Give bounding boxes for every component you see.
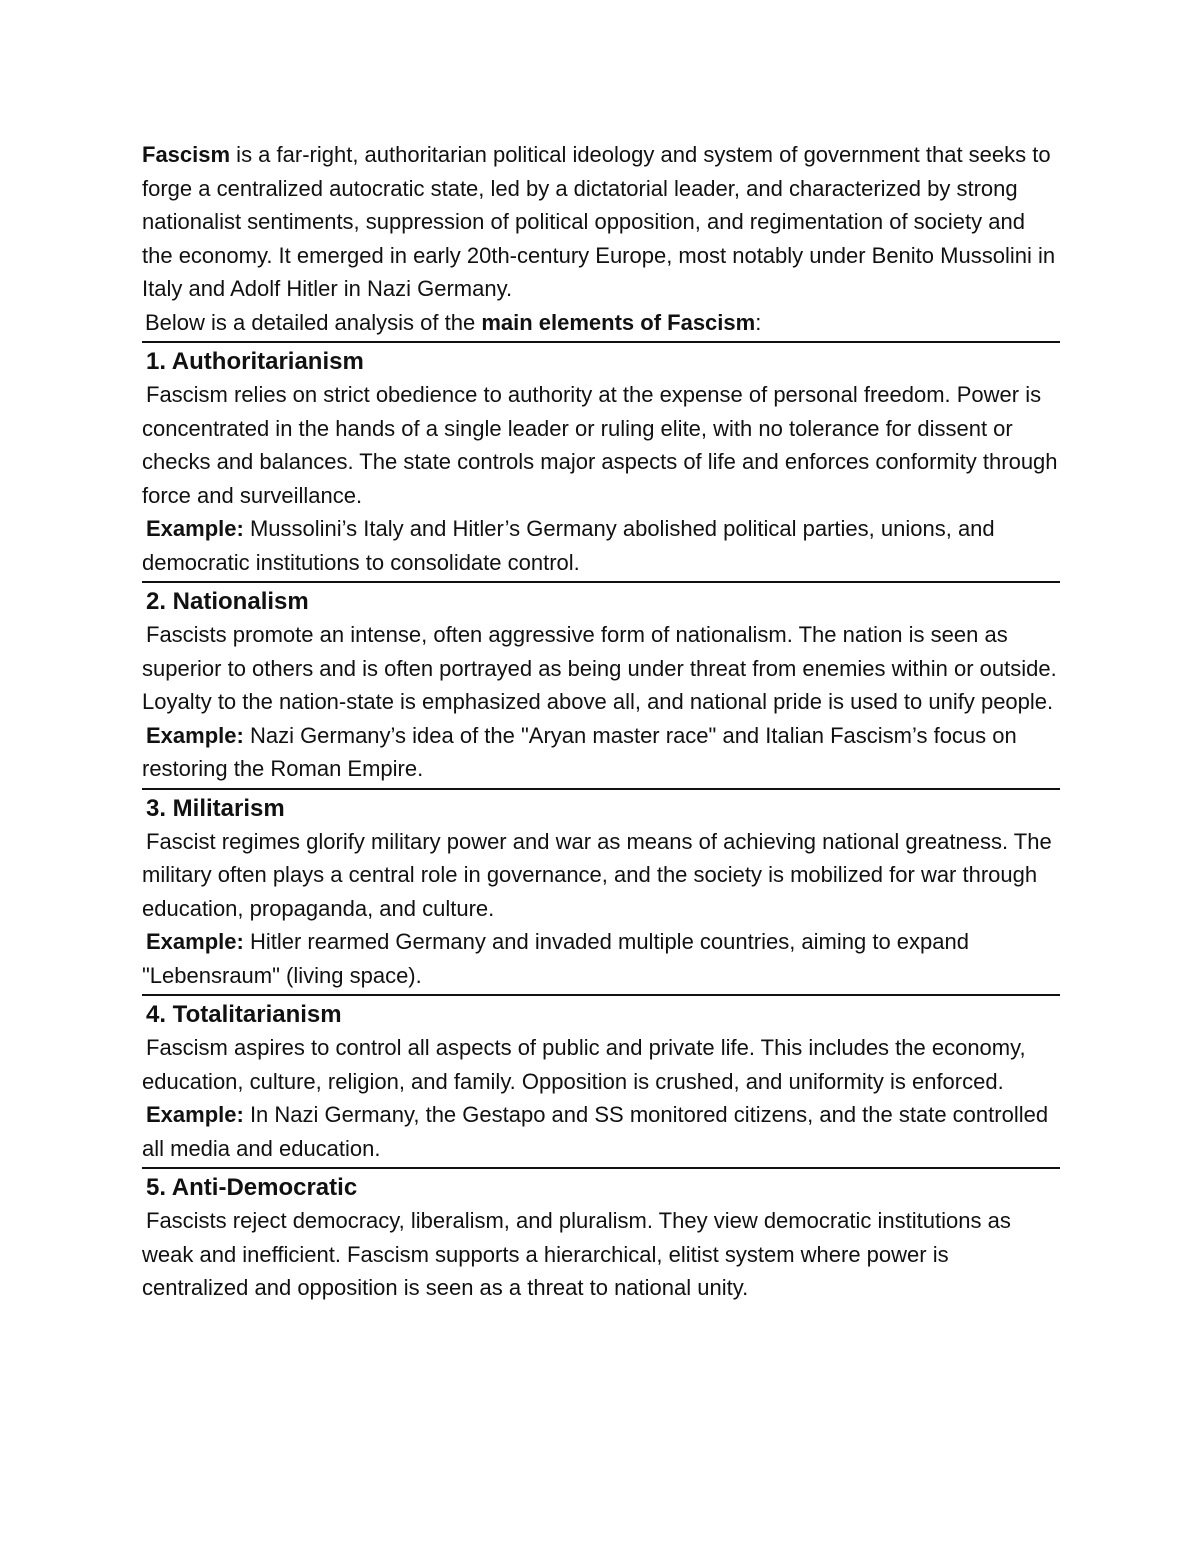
example-label: Example: (146, 722, 244, 748)
section-title: 4. Totalitarianism (146, 1001, 342, 1028)
intro-lead-bold: main elements of Fascism (481, 309, 756, 335)
section-body (142, 1031, 1060, 1098)
section-nationalism (142, 581, 1060, 786)
section-body-text: Fascist regimes glorify military power and war as means of achieving national greatness. The military often plays a central role in governance, and the society is mobilized for war through education, propaganda, and culture. (142, 828, 1052, 921)
example-label: Example: (146, 1102, 244, 1127)
intro-lead (145, 306, 1060, 340)
section-body (142, 618, 1060, 719)
intro-lead-text: Below is a detailed analysis of the (145, 309, 482, 335)
example-label: Example: (146, 516, 244, 541)
intro-definition: is a far-right, authoritarian political ideology and system of government that seeks to forge a centralized autocratic state, led by a dictatorial leader, and characterized by strong nationalist sentiments, suppression of political opposition, and regimentation of society and the economy. It emerged in early 20th-century Europe, most notably under Benito Mussolini in Italy and Adolf Hitler in Nazi Germany. (142, 142, 1056, 301)
section-authoritarianism (142, 341, 1060, 579)
section-title: 2. Nationalism (146, 588, 309, 615)
example-label: Example: (146, 929, 244, 954)
section-body (142, 1204, 1060, 1305)
section-example (142, 1098, 1060, 1165)
section-body-text: Fascism relies on strict obedience to authority at the expense of personal freedom. Power is concentrated in the hands of a single leader or ruling elite, with no tolerance for dissent or checks and balances. The state controls major aspects of life and enforces conformity through force and surveillance. (142, 382, 1058, 508)
section-example (142, 719, 1060, 786)
intro-lead-colon: : (755, 309, 762, 335)
section-body-text: Fascists reject democracy, liberalism, and pluralism. They view democratic institutions as weak and inefficient. Fascism supports a hierarchical, elitist system where power is centralized and opposition is seen as a threat to national unity. (142, 1208, 1011, 1300)
example-text: In Nazi Germany, the Gestapo and SS monitored citizens, and the state controlled all media and education. (142, 1102, 1049, 1161)
intro-paragraph (142, 138, 1060, 306)
example-text: Nazi Germany’s idea of the "Aryan master race" and Italian Fascism’s focus on restoring the Roman Empire. (142, 722, 1017, 781)
section-example (142, 512, 1060, 579)
section-body (142, 378, 1060, 512)
section-anti-democratic (142, 1167, 1060, 1305)
example-text: Mussolini’s Italy and Hitler’s Germany abolished political parties, unions, and democratic institutions to consolidate control. (142, 516, 995, 575)
section-example (142, 925, 1060, 992)
document-page (142, 138, 1060, 1305)
section-totalitarianism (142, 994, 1060, 1165)
section-body (142, 825, 1060, 926)
section-title: 1. Authoritarianism (146, 348, 364, 375)
section-militarism (142, 788, 1060, 993)
section-title: 3. Militarism (146, 794, 285, 822)
section-body-text: Fascists promote an intense, often aggressive form of nationalism. The nation is seen as superior to others and is often portrayed as being under threat from enemies within or outside. Loyalty to the nation-state is emphasized above all, and national pride is used to unify people. (142, 622, 1057, 714)
section-body-text: Fascism aspires to control all aspects of public and private life. This includes the economy, education, culture, religion, and family. Opposition is crushed, and uniformity is enforced. (142, 1035, 1026, 1094)
example-text: Hitler rearmed Germany and invaded multiple countries, aiming to expand "Lebensraum" (living space). (142, 929, 969, 988)
intro-term: Fascism (142, 142, 231, 167)
section-title: 5. Anti-Democratic (146, 1174, 358, 1201)
